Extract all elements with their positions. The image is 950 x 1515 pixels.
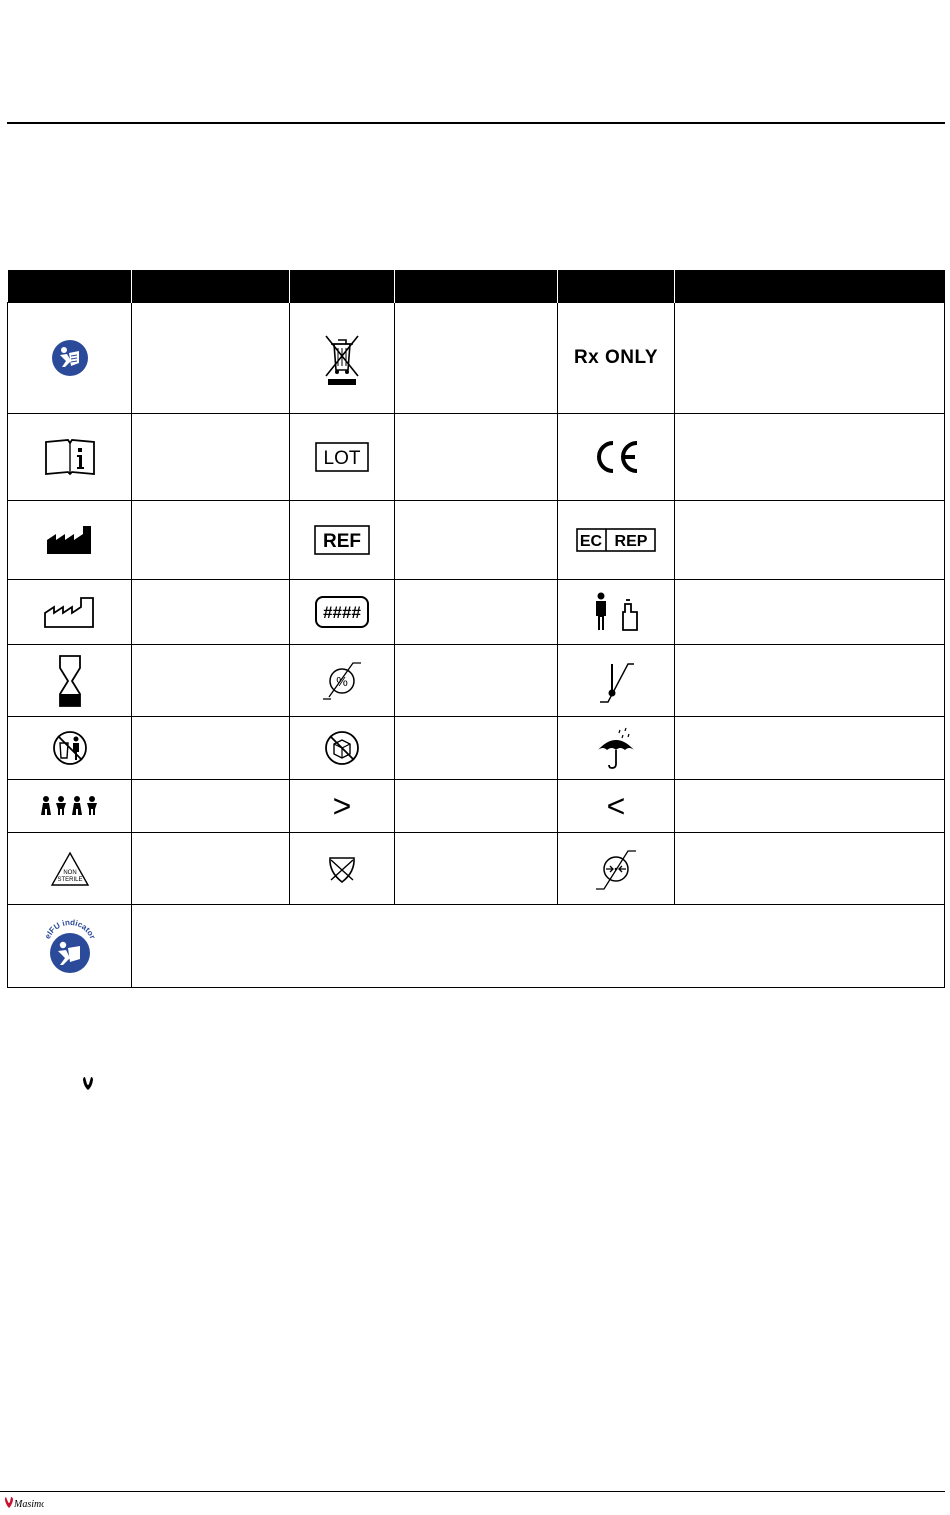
symbol-cell [558,833,675,905]
instructions-info-icon [44,438,96,476]
symbol-cell [290,645,395,717]
efu-indicator-text: eIFU indicator [42,917,97,941]
atmospheric-pressure-icon [592,847,640,891]
description-cell [675,645,945,717]
symbol-cell [290,303,395,414]
description-cell [395,717,558,780]
non-sterile-icon [50,851,90,887]
description-cell-wide [132,905,945,988]
description-cell [675,717,945,780]
table-row [8,303,945,414]
description-cell [395,414,558,501]
symbol-cell [8,414,132,501]
use-by-hourglass-icon [58,654,82,708]
table-row [8,645,945,717]
table-row [8,414,945,501]
masimo-mark-icon [82,1075,94,1096]
symbol-cell [8,833,132,905]
symbol-cell [8,645,132,717]
ec-text: EC [579,533,603,550]
follow-instructions-icon [51,339,89,377]
description-cell [132,303,290,414]
percent-text: % [336,673,348,689]
table-row [8,780,945,833]
table-header-row [8,270,945,303]
symbol-cell [558,414,675,501]
symbol-cell [8,905,132,988]
ce-mark-icon [591,439,641,475]
table-row [8,580,945,645]
symbol-cell [8,580,132,645]
lot-symbol [315,442,369,472]
description-cell [395,645,558,717]
patient-population-icon [39,795,101,817]
description-cell [675,501,945,580]
footer-rule [0,1491,945,1492]
top-rule [7,122,945,124]
humidity-limit-icon [319,659,365,703]
symbol-cell [290,414,395,501]
latex-free-icon [327,854,357,884]
header-cell-symbol-2 [290,270,395,303]
temperature-limit-icon [598,658,634,704]
footer-brand-text: Masimo [14,1499,44,1510]
do-not-use-damaged-package-icon [324,730,360,766]
symbol-cell [290,717,395,780]
weee-bin-icon [320,328,364,388]
symbols-table [7,270,945,988]
ref-symbol [314,525,370,555]
symbol-cell [8,717,132,780]
description-cell [132,580,290,645]
header-cell-description-3 [675,270,945,303]
header-cell-description-1 [132,270,290,303]
symbol-cell [8,501,132,580]
greater-than-symbol: > [332,788,352,824]
serial-text: #### [323,603,361,622]
description-cell [395,580,558,645]
description-cell [395,833,558,905]
header-cell-symbol-1 [8,270,132,303]
symbol-cell [290,501,395,580]
table-row [8,905,945,988]
description-cell [132,645,290,717]
symbol-cell [8,780,132,833]
sterile-text: STERILE [56,876,83,883]
table-row [8,833,945,905]
rep-text: REP [614,533,648,550]
header-cell-symbol-3 [558,270,675,303]
masimo-logo-icon [4,1494,44,1515]
description-cell [675,780,945,833]
non-text: NON [62,869,77,876]
rx-only-symbol: Rx ONLY [573,347,659,368]
description-cell [132,501,290,580]
symbol-cell [558,717,675,780]
description-cell [132,833,290,905]
less-than-symbol: < [606,788,626,824]
description-cell [132,780,290,833]
symbol-cell [8,303,132,414]
description-cell [395,501,558,580]
weight-limit-icon [591,592,641,632]
ref-text: REF [323,531,361,552]
description-cell [395,780,558,833]
symbol-cell [290,780,395,833]
description-cell [675,833,945,905]
description-cell [132,414,290,501]
description-cell [395,303,558,414]
table-row [8,501,945,580]
header-cell-description-2 [395,270,558,303]
symbol-cell [558,580,675,645]
description-cell [675,414,945,501]
date-of-manufacture-icon [43,595,97,629]
manufacturer-icon [45,524,95,556]
symbol-cell [290,833,395,905]
efu-indicator-icon [42,917,98,975]
symbol-cell [558,645,675,717]
symbol-cell [558,780,675,833]
ec-rep-symbol [576,528,656,552]
serial-number-symbol [314,595,370,629]
symbol-cell [558,303,675,414]
lot-text: LOT [323,448,361,469]
symbol-cell [558,501,675,580]
keep-dry-umbrella-icon [596,726,636,770]
do-not-discard-icon [52,730,88,766]
description-cell [675,303,945,414]
description-cell [675,580,945,645]
symbol-cell [290,580,395,645]
table-row [8,717,945,780]
description-cell [132,717,290,780]
